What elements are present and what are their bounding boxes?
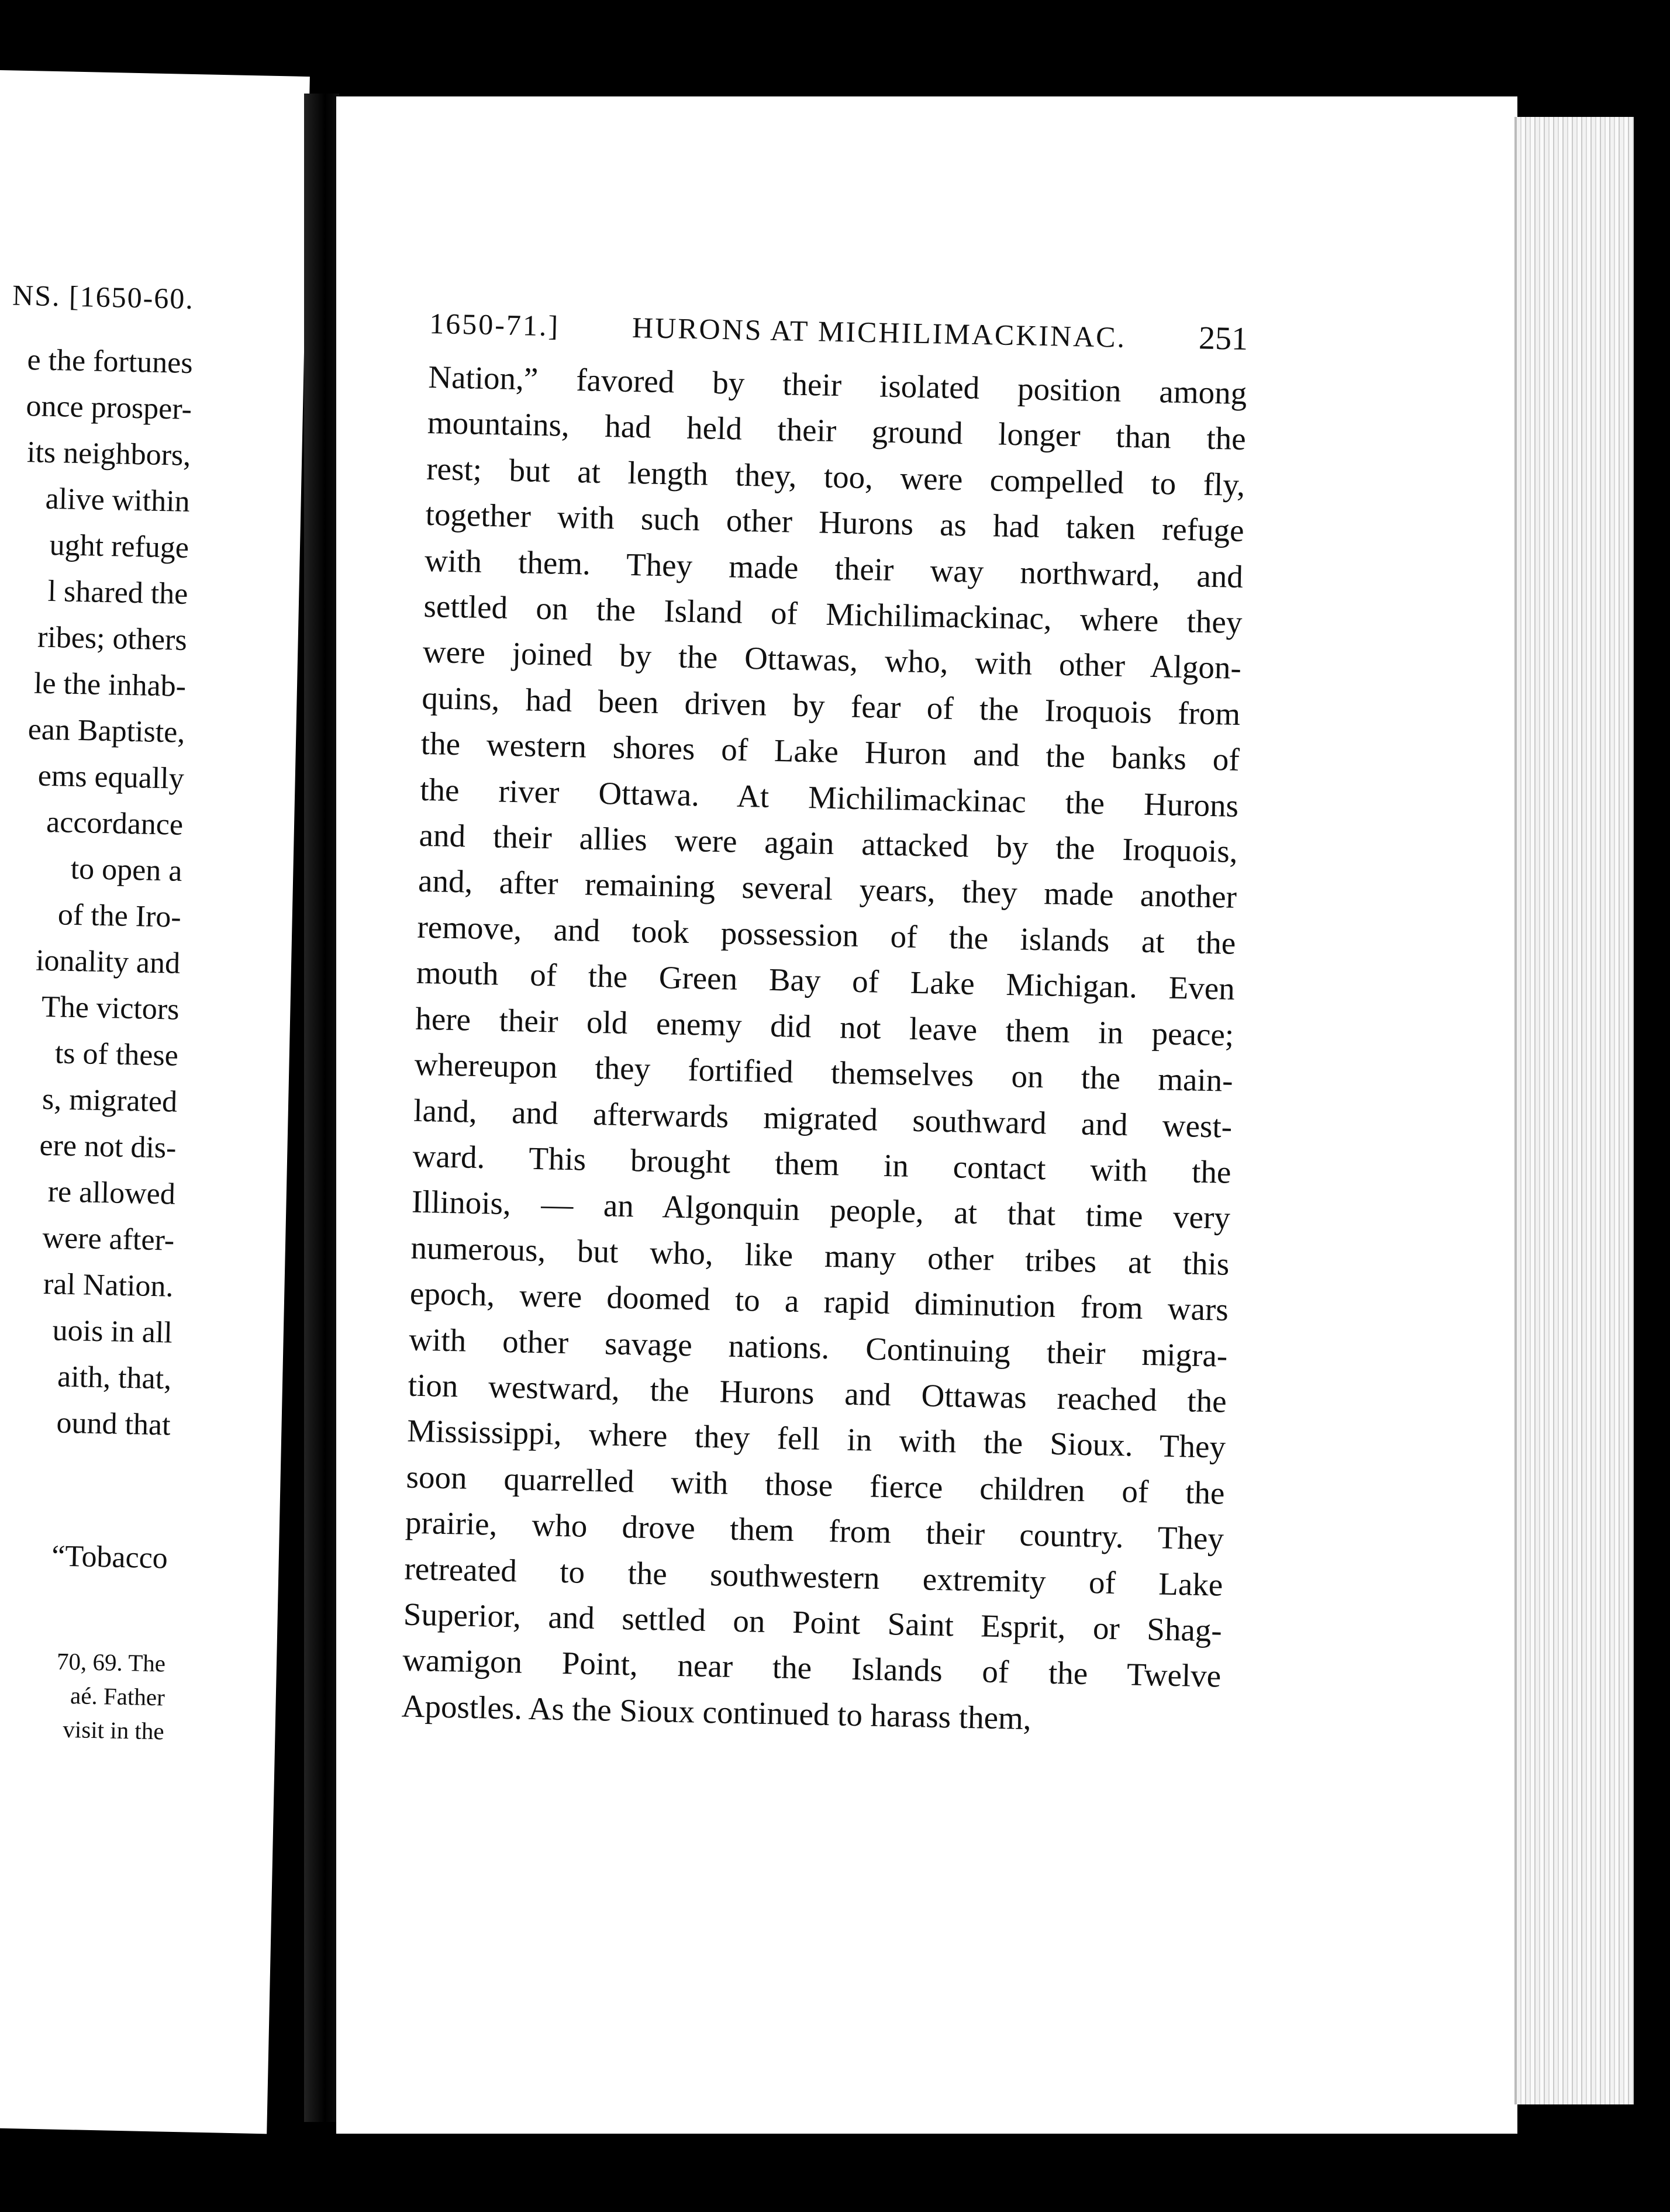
left-text-line: ught refuge [49,528,189,565]
left-text-line: ound that [56,1406,171,1442]
text-line: Superior, and settled on Point Saint Esprit, or Shag- [403,1596,1223,1648]
left-footnote-line: visit in the [63,1715,165,1745]
left-text-line: ribes; others [37,620,188,657]
left-text-line: l shared the [47,574,188,611]
text-line: the river Ottawa. At Michilimackinac the Hurons [419,771,1239,824]
left-text-line: were after- [42,1221,175,1257]
text-line: were joined by the Ottawas, who, with other Algon- [422,634,1242,686]
text-line: retreated to the southwestern extremity of Lake [403,1550,1223,1603]
page-edges [1514,117,1634,2104]
left-text-line: alive within [45,482,191,519]
text-line: mouth of the Green Bay of Lake Michigan. Even [416,955,1236,1007]
text-line: numerous, but who, like many other tribes at this [410,1229,1230,1282]
text-line: together with such other Hurons as had taken refuge [425,496,1245,549]
text-line: Illinois, — an Algonquin people, at that time very [411,1184,1231,1236]
left-text-line: re allowed [47,1175,176,1211]
left-text-line: once prosper- [25,389,192,426]
text-line: settled on the Island of Michilimackinac, where they [423,587,1243,641]
left-text-line: e the fortunes [27,343,194,381]
text-line: soon quarrelled with those fierce children of the [406,1458,1226,1511]
page-number: 251 [1198,320,1248,358]
text-line: quins, had been driven by fear of the Iroquois from [421,679,1241,732]
left-caption: “Tobacco [51,1539,168,1575]
left-text-line: ral Nation. [43,1267,174,1304]
text-line: Mississippi, where they fell in with the Sioux. They [406,1412,1226,1466]
text-line: prairie, who drove them from their country. They [405,1504,1224,1557]
text-line: the western shores of Lake Huron and the banks of [420,725,1240,778]
text-line: tion westward, the Hurons and Ottawas reached the [408,1367,1227,1419]
left-text-line: aith, that, [57,1360,172,1396]
left-text-line: to open a [70,852,182,888]
text-line: Apostles. As the Sioux continued to harass them, [401,1688,1032,1736]
left-page [0,70,310,2134]
text-line: with them. They made their way northward, and [424,542,1244,595]
text-line: rest; but at length they, too, were compelled to fly, [426,450,1245,503]
left-text-line: ere not dis- [39,1128,177,1165]
text-line: wamigon Point, near the Islands of the Twelve [402,1641,1222,1694]
text-line: remove, and took possession of the islands at the [417,908,1236,961]
left-text-line: ts of these [54,1036,179,1073]
left-footnotes [0,1639,166,1748]
left-text-line: ionality and [35,943,181,980]
left-text-line: ems equally [37,759,185,796]
header-title: HURONS AT MICHILIMACKINAC. [632,310,1127,354]
left-running-head: NS. [1650-60. [12,278,195,316]
left-footnote-line: 70, 69. The [56,1647,166,1677]
text-line: land, and afterwards migrated southward and west- [413,1092,1233,1145]
text-line: Nation,” favored by their isolated position among [427,358,1247,412]
left-footnote-line: aé. Father [70,1682,165,1711]
text-line: mountains, had held their ground longer than the [427,405,1247,457]
text-line: whereupon they fortified themselves on the main- [414,1046,1234,1098]
left-text-line: uois in all [52,1314,173,1350]
left-text-line: its neighbors, [26,436,191,472]
left-text-line: of the Iro- [57,898,182,934]
left-text-line: accordance [46,805,184,842]
text-line: and their allies were again attacked by the Iroquois, [419,817,1238,869]
body-text [401,354,1247,1746]
text-line: and, after remaining several years, they made another [418,863,1237,915]
left-text-line: le the inhab- [33,666,187,703]
right-text-block [401,304,1248,1746]
text-line: ward. This brought them in contact with the [412,1138,1232,1190]
book-gutter [304,94,339,2122]
left-text-line: ean Baptiste, [27,713,185,749]
text-line: with other savage nations. Continuing their migra- [408,1321,1228,1374]
text-line: here their old enemy did not leave them in peace; [415,1000,1234,1053]
left-text-column [0,333,193,1448]
header-date-range: 1650-71.] [429,306,560,343]
left-text-line: s, migrated [42,1082,178,1119]
text-line: epoch, were doomed to a rapid diminution from wars [409,1275,1229,1328]
left-text-line: The victors [41,990,180,1026]
